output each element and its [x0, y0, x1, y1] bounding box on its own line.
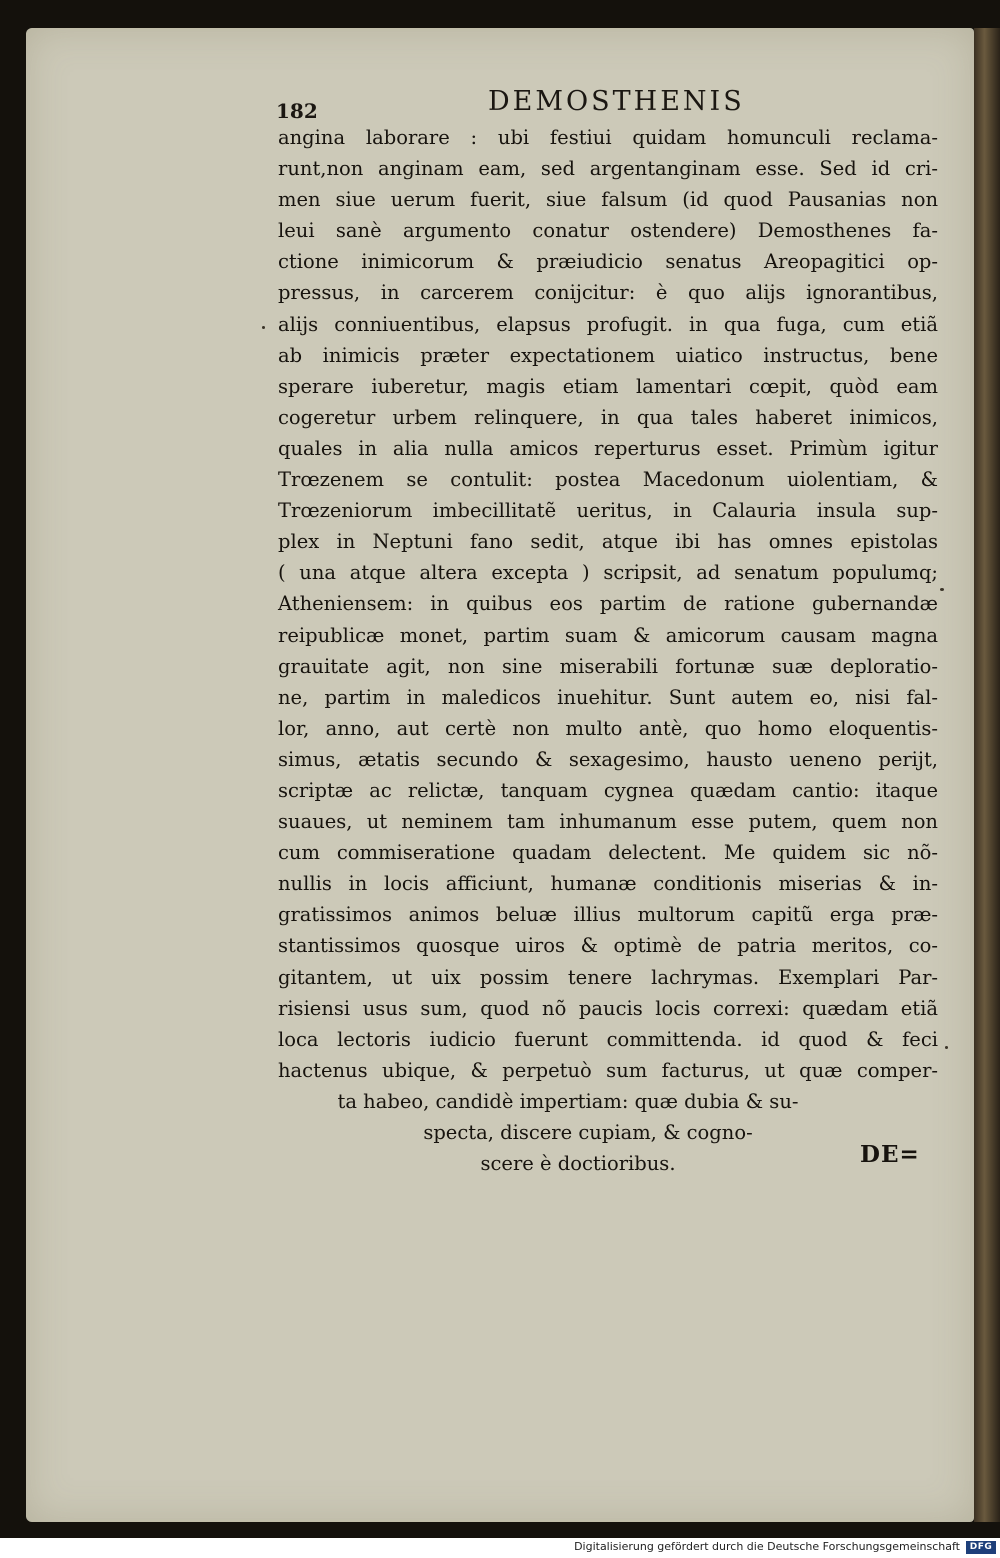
footer-credit: Digitalisierung gefördert durch die Deutsche Forschungsgemeinschaft — [574, 1540, 960, 1553]
closing-line: specta, discere cupiam, & cogno- — [423, 1121, 753, 1144]
text-line: grauitate agit, non sine miserabili fortunæ suæ deploratio- — [278, 654, 938, 678]
text-line: hactenus ubique, & perpetuò sum facturus, ut quæ comper- — [278, 1058, 938, 1082]
footer-bar — [0, 1538, 1000, 1558]
catchword: DE= — [860, 1141, 920, 1168]
text-line: sperare iuberetur, magis etiam lamentari cœpit, quòd eam — [278, 374, 938, 398]
text-line: simus, ætatis secundo & sexagesimo, hausto ueneno perijt, — [278, 747, 938, 771]
text-line: quales in alia nulla amicos reperturus esset. Primùm igitur — [278, 436, 938, 460]
text-line: Trœzeniorum imbecillitatẽ ueritus, in Calauria insula sup- — [278, 499, 938, 523]
text-line: pressus, in carcerem conijcitur: è quo alijs ignorantibus, — [278, 281, 938, 305]
ink-speck — [262, 326, 265, 329]
text-line: plex in Neptuni fano sedit, atque ibi has omnes epistolas — [278, 530, 938, 554]
ink-speck — [940, 588, 944, 591]
dfg-logo-icon: DFG — [966, 1541, 996, 1554]
text-line: Trœzenem se contulit: postea Macedonum uiolentiam, & — [278, 468, 938, 492]
text-line: risiensi usus sum, quod nõ paucis locis correxi: quædam etiã — [278, 996, 938, 1020]
text-line: ab inimicis præter expectationem uiatico instructus, bene — [278, 343, 938, 367]
running-head: DEMOSTHENIS — [488, 86, 745, 117]
text-line: men siue uerum fuerit, siue falsum (id quod Pausanias non — [278, 188, 938, 212]
text-line: cum commiseratione quadam delectent. Me quidem sic nõ- — [278, 841, 938, 865]
text-line: nullis in locis afficiunt, humanæ conditionis miserias & in- — [278, 872, 938, 896]
page-edge — [974, 28, 1000, 1522]
closing-line: scere è doctioribus. — [480, 1152, 676, 1176]
text-line: ( una atque altera excepta ) scripsit, ad senatum populumq; — [278, 561, 938, 585]
text-line: alijs conniuentibus, elapsus profugit. in qua fuga, cum etiã — [278, 312, 938, 336]
text-line: angina laborare : ubi festiui quidam homunculi reclama- — [278, 126, 938, 149]
text-line: ctione inimicorum & præiudicio senatus Areopagitici op- — [278, 250, 938, 274]
text-line: leui sanè argumento conatur ostendere) Demosthenes fa- — [278, 219, 938, 243]
closing-line: ta habeo, candidè impertiam: quæ dubia & su- — [337, 1089, 799, 1113]
text-line: gitantem, ut uix possim tenere lachrymas. Exemplari Par- — [278, 965, 938, 989]
text-line: runt,non anginam eam, sed argentanginam esse. Sed id cri- — [278, 157, 938, 181]
text-line: gratissimos animos beluæ illius multorum capitũ erga præ- — [278, 903, 938, 927]
text-line: Atheniensem: in quibus eos partim de ratione gubernandæ — [278, 592, 938, 616]
text-line: suaues, ut neminem tam inhumanum esse putem, quem non — [278, 810, 938, 834]
text-line: stantissimos quosque uiros & optimè de patria meritos, co- — [278, 934, 938, 958]
text-line: loca lectoris iudicio fuerunt committenda. id quod & feci — [278, 1027, 938, 1051]
body-text — [278, 122, 938, 1179]
ink-speck — [945, 1046, 948, 1049]
text-line: lor, anno, aut certè non multo antè, quo homo eloquentis- — [278, 716, 938, 740]
text-line: cogeretur urbem relinquere, in qua tales haberet inimicos, — [278, 405, 938, 429]
text-line: reipublicæ monet, partim suam & amicorum causam magna — [278, 623, 938, 647]
text-line: ne, partim in maledicos inuehitur. Sunt autem eo, nisi fal- — [278, 685, 938, 709]
page-number: 182 — [276, 99, 318, 123]
text-line: scriptæ ac relictæ, tanquam cygnea quædam cantio: itaque — [278, 778, 938, 802]
